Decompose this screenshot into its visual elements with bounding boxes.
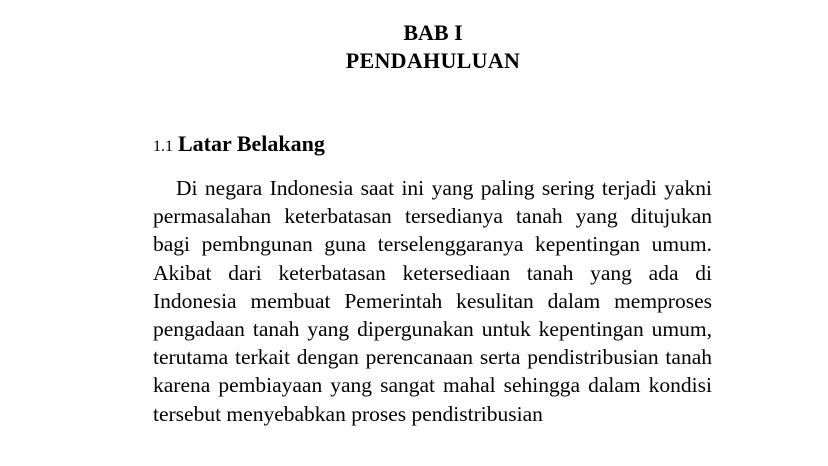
body-paragraph: Di negara Indonesia saat ini yang paling sering terjadi yakni permasalahan keterbatasan tersedianya tanah yang ditujukan bagi pembngunan guna terselenggaranya kepentingan umum. Akibat dari keterbatasan ketersediaan tanah yang ada di Indonesia membuat Pemerintah kesulitan dalam memproses pengadaan tanah yang dipergunakan untuk kepentingan umum, terutama terkait dengan perencanaan serta pendistribusian tanah karena pembiayaan yang sangat mahal sehingga dalam kondisi tersebut menyebabkan proses pendistribusian <box>153 176 712 426</box>
section-title: Latar Belakang <box>178 131 325 156</box>
chapter-title: PENDAHULUAN <box>345 48 521 73</box>
section-heading <box>153 131 325 157</box>
section-number: 1.1 <box>153 138 173 155</box>
chapter-number: BAB I <box>403 20 463 45</box>
